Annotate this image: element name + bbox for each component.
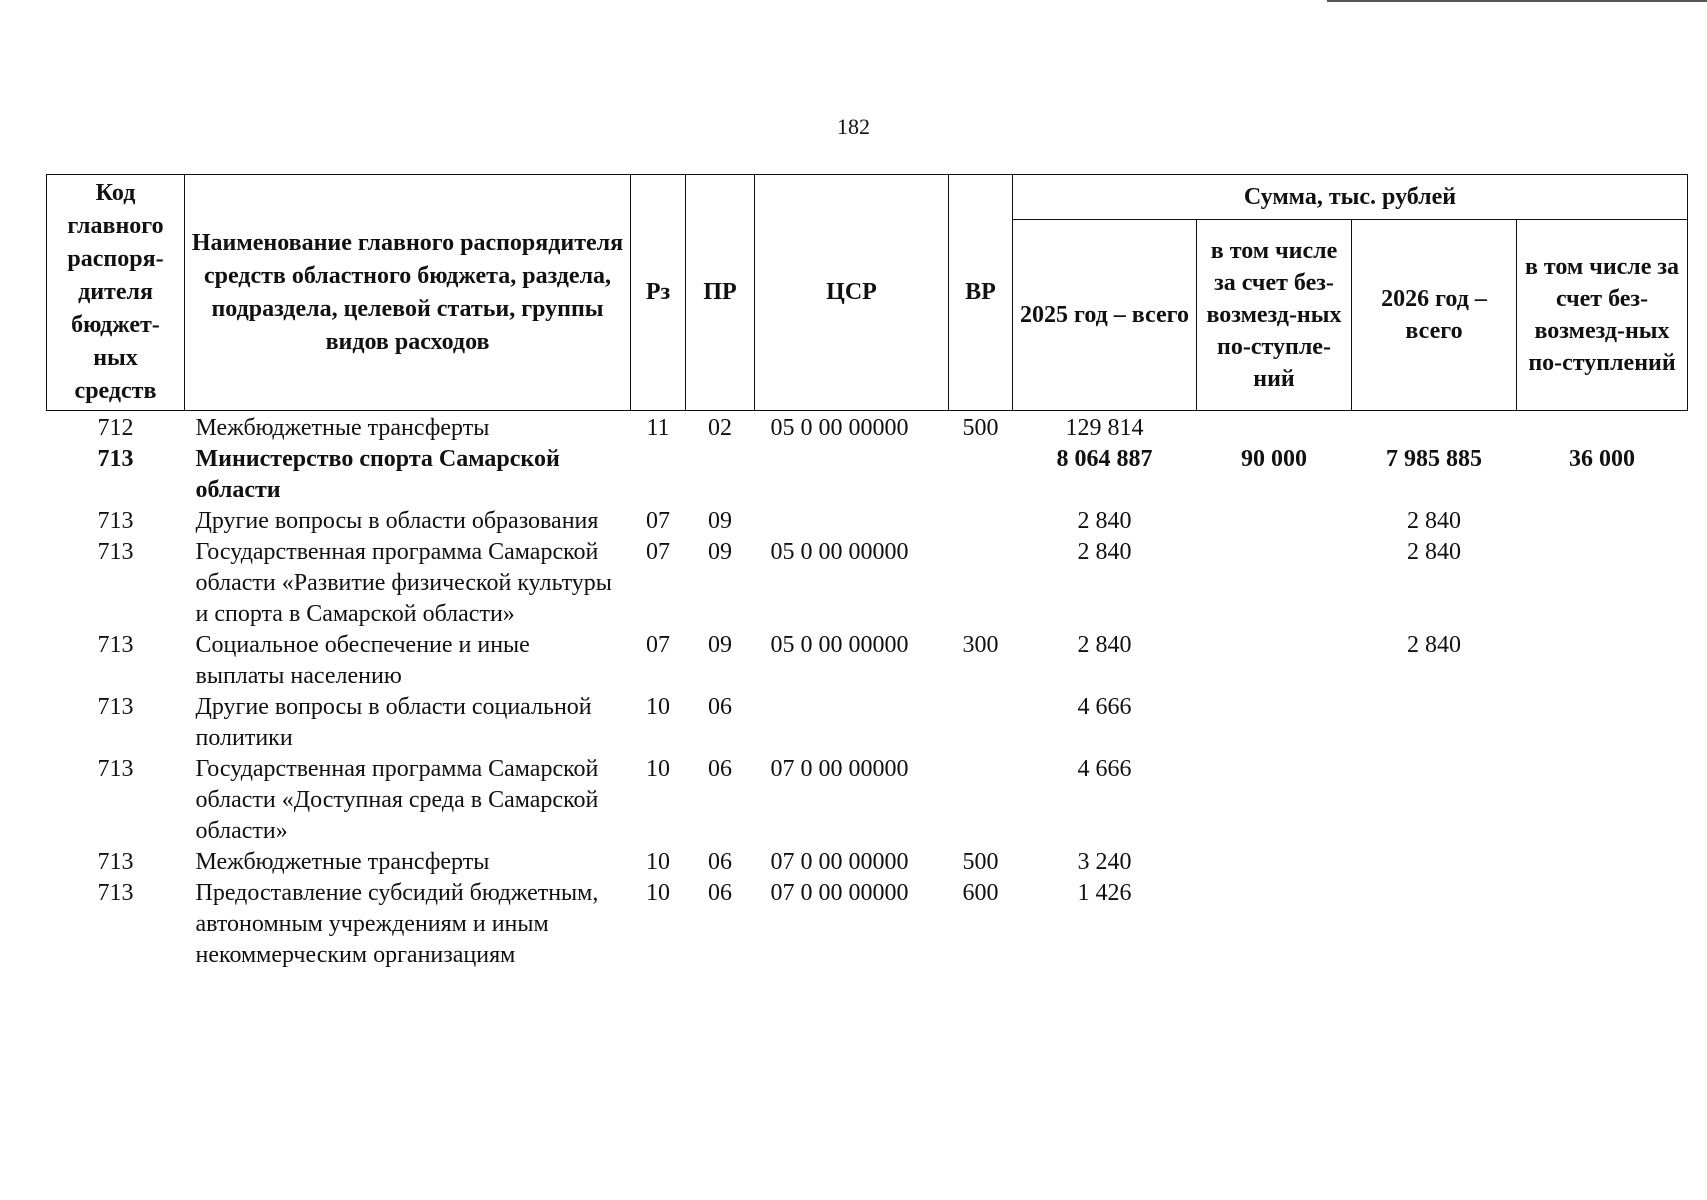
- cell-code: 713: [97, 694, 134, 720]
- cell-2026-total: 7 985 885: [1386, 446, 1482, 472]
- header-sum-group: Сумма, тыс. рублей: [1013, 175, 1688, 220]
- table-row: [47, 878, 1688, 971]
- cell-2025-total: 8 064 887: [1056, 446, 1153, 472]
- cell-2025-total: 4 666: [1077, 694, 1132, 720]
- cell-2026-total: [1352, 411, 1517, 445]
- cell-vr: [949, 444, 1013, 506]
- cell-csr: [755, 506, 949, 537]
- cell-2026-grants: [1517, 506, 1688, 537]
- cell-2026-grants: [1517, 847, 1688, 878]
- cell-name: Межбюджетные трансферты: [195, 849, 490, 875]
- cell-name: Межбюджетные трансферты: [195, 415, 490, 441]
- table-row: [47, 537, 1688, 630]
- cell-csr: 07 0 00 00000: [770, 880, 909, 906]
- table-body: [47, 411, 1688, 972]
- cell-2025-total: 2 840: [1077, 632, 1132, 658]
- cell-2026-grants: [1517, 411, 1688, 445]
- cell-2026-total: [1352, 847, 1517, 878]
- cell-rz: 07: [646, 632, 670, 658]
- cell-vr: 500: [962, 849, 999, 875]
- cell-rz: 07: [646, 539, 670, 565]
- table-row: [47, 506, 1688, 537]
- cell-2026-total: [1352, 878, 1517, 971]
- cell-2026-grants: [1517, 630, 1688, 692]
- cell-2025-grants: [1197, 692, 1352, 754]
- cell-name: Другие вопросы в области социальной политики: [195, 694, 592, 751]
- cell-name: Государственная программа Самарской области «Развитие физической культуры и спорта в Самарской области»: [195, 539, 612, 627]
- table-row: [47, 444, 1688, 506]
- cell-2026-total: [1352, 754, 1517, 847]
- cell-csr: 05 0 00 00000: [770, 539, 909, 565]
- cell-rz: [631, 444, 686, 506]
- cell-vr: [949, 506, 1013, 537]
- table-row: [47, 754, 1688, 847]
- cell-csr: 07 0 00 00000: [770, 756, 909, 782]
- header-vr: ВР: [949, 175, 1013, 411]
- cell-2026-grants: [1517, 878, 1688, 971]
- cell-code: 713: [97, 446, 134, 472]
- cell-vr: [949, 537, 1013, 630]
- cell-csr: 07 0 00 00000: [770, 849, 909, 875]
- cell-pr: 02: [708, 415, 732, 441]
- cell-pr: 06: [708, 756, 732, 782]
- cell-rz: 10: [646, 756, 670, 782]
- header-2025-grants: в том числе за счет без-возмезд-ных по-ступле-ний: [1197, 220, 1352, 411]
- cell-name: Министерство спорта Самарской области: [195, 446, 560, 503]
- cell-code: 713: [97, 508, 134, 534]
- cell-pr: 06: [708, 694, 732, 720]
- cell-name: Социальное обеспечение и иные выплаты населению: [195, 632, 530, 689]
- cell-2026-grants: [1517, 692, 1688, 754]
- cell-vr: [949, 754, 1013, 847]
- cell-pr: 06: [708, 880, 732, 906]
- header-2026-total: 2026 год – всего: [1352, 220, 1517, 411]
- cell-2025-grants: [1197, 537, 1352, 630]
- table-row: [47, 847, 1688, 878]
- cell-code: 713: [97, 880, 134, 906]
- cell-2025-grants: [1197, 754, 1352, 847]
- cell-csr: 05 0 00 00000: [770, 632, 909, 658]
- table-row: [47, 692, 1688, 754]
- header-code: Код главного распоря-дителя бюджет-ных средств: [47, 175, 185, 411]
- cell-2025-total: 4 666: [1077, 756, 1132, 782]
- cell-2025-total: 3 240: [1077, 849, 1132, 875]
- cell-vr: 300: [962, 632, 999, 658]
- cell-pr: 09: [708, 539, 732, 565]
- cell-code: 713: [97, 756, 134, 782]
- cell-2025-total: 2 840: [1077, 539, 1132, 565]
- cell-name: Государственная программа Самарской области «Доступная среда в Самарской области»: [195, 756, 599, 844]
- cell-2025-grants: [1197, 847, 1352, 878]
- header-2025-total: 2025 год – всего: [1013, 220, 1197, 411]
- cell-code: 713: [97, 539, 134, 565]
- cell-rz: 11: [646, 415, 670, 441]
- cell-rz: 07: [646, 508, 670, 534]
- scan-edge-line: [1327, 0, 1707, 2]
- header-2026-grants: в том числе за счет без-возмезд-ных по-ступлений: [1517, 220, 1688, 411]
- cell-2026-total: 2 840: [1407, 539, 1461, 565]
- cell-2026-total: 2 840: [1407, 508, 1461, 534]
- cell-code: 713: [97, 849, 134, 875]
- cell-pr: 09: [708, 508, 732, 534]
- cell-2025-grants: [1197, 506, 1352, 537]
- cell-pr: 06: [708, 849, 732, 875]
- cell-vr: [949, 692, 1013, 754]
- cell-2025-total: 129 814: [1065, 415, 1144, 441]
- cell-vr: 600: [962, 880, 999, 906]
- table-row: [47, 630, 1688, 692]
- cell-rz: 10: [646, 849, 670, 875]
- cell-2026-grants: [1517, 754, 1688, 847]
- cell-2025-total: 2 840: [1077, 508, 1132, 534]
- cell-2026-grants: [1517, 537, 1688, 630]
- cell-csr: [755, 444, 949, 506]
- cell-csr: 05 0 00 00000: [770, 415, 909, 441]
- cell-pr: 09: [708, 632, 732, 658]
- table-row: [47, 411, 1688, 445]
- cell-name: Другие вопросы в области образования: [195, 508, 599, 534]
- cell-2025-grants: 90 000: [1241, 446, 1307, 472]
- header-rz: Рз: [631, 175, 686, 411]
- cell-code: 713: [97, 632, 134, 658]
- cell-name: Предоставление субсидий бюджетным, автономным учреждениям и иным некоммерческим организациям: [195, 880, 599, 968]
- cell-2026-total: 2 840: [1407, 632, 1461, 658]
- cell-2025-total: 1 426: [1077, 880, 1132, 906]
- budget-table: [46, 174, 1688, 971]
- cell-2025-grants: [1197, 411, 1352, 445]
- table-header: [47, 175, 1688, 411]
- header-name: Наименование главного распорядителя средств областного бюджета, раздела, подраздела, целевой статьи, группы видов расходов: [185, 175, 631, 411]
- cell-rz: 10: [646, 880, 670, 906]
- cell-2025-grants: [1197, 630, 1352, 692]
- cell-2026-grants: 36 000: [1569, 446, 1635, 472]
- header-pr: ПР: [686, 175, 755, 411]
- cell-2026-total: [1352, 692, 1517, 754]
- header-csr: ЦСР: [755, 175, 949, 411]
- cell-csr: [755, 692, 949, 754]
- cell-rz: 10: [646, 694, 670, 720]
- cell-code: 712: [97, 415, 134, 441]
- cell-vr: 500: [962, 415, 999, 441]
- page-number: 182: [837, 114, 870, 139]
- cell-pr: [686, 444, 755, 506]
- cell-2025-grants: [1197, 878, 1352, 971]
